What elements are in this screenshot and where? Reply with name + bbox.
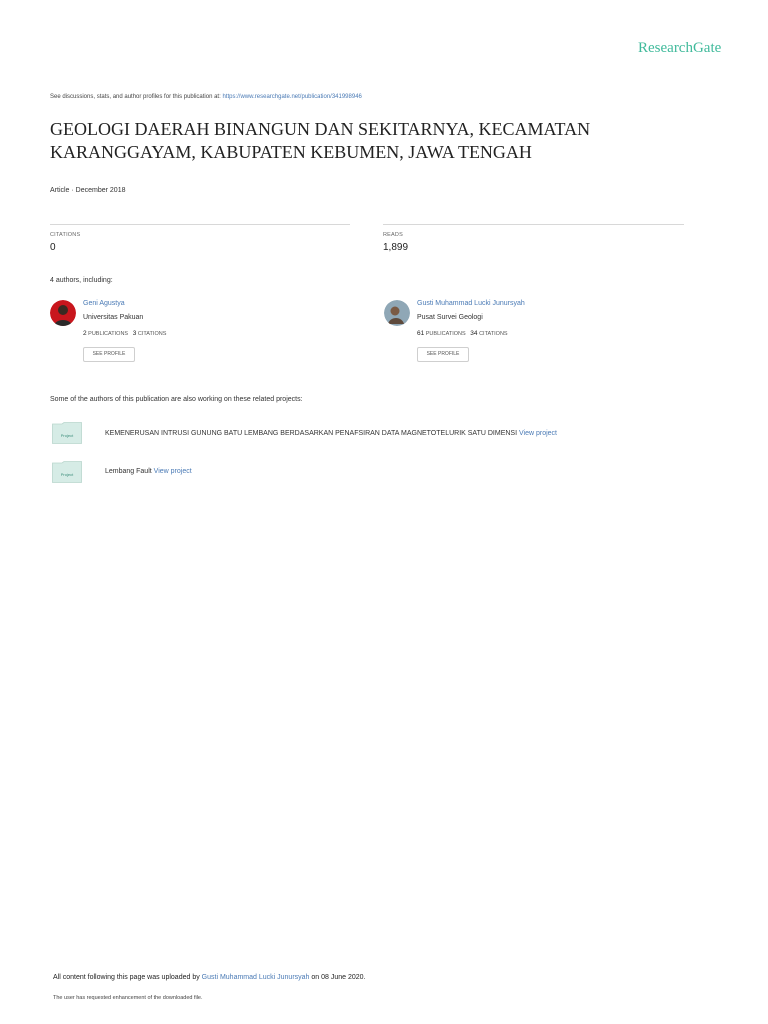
upload-note	[53, 974, 366, 981]
folder-icon	[52, 461, 82, 483]
publications-count: 2	[83, 330, 87, 337]
folder-label: Project	[60, 472, 74, 477]
author-avatar[interactable]	[50, 300, 76, 326]
reads-divider	[383, 224, 684, 225]
publication-title: GEOLOGI DAERAH BINANGUN DAN SEKITARNYA, KECAMATAN KARANGGAYAM, KABUPATEN KEBUMEN, JAWA TENGAH	[50, 119, 591, 162]
citations-label: CITATIONS	[137, 331, 167, 337]
project-item	[105, 430, 557, 437]
author-photo-icon	[50, 300, 76, 326]
publications-label: PUBLICATIONS	[425, 331, 466, 337]
uploader-link[interactable]: Gusti Muhammad Lucki Junursyah	[201, 974, 310, 981]
citations-count: 3	[132, 330, 137, 337]
project-folder-icon[interactable]	[52, 422, 82, 444]
authors-heading: 4 authors, including:	[50, 277, 113, 284]
author-photo-icon	[384, 300, 410, 326]
citations-divider	[50, 224, 350, 225]
folder-label: Project	[60, 433, 74, 438]
author-stats	[417, 330, 508, 337]
author-stats	[83, 330, 166, 337]
article-meta: Article · December 2018	[50, 187, 126, 194]
citations-value: 0	[50, 242, 56, 253]
publications-label: PUBLICATIONS	[88, 331, 129, 337]
author-name-link[interactable]: Gusti Muhammad Lucki Junursyah	[417, 300, 525, 307]
view-project-link[interactable]: View project	[153, 468, 192, 475]
citations-label: CITATIONS	[50, 232, 81, 238]
citations-count: 34	[470, 330, 478, 337]
project-item	[105, 468, 192, 475]
view-project-link[interactable]: View project	[518, 430, 557, 437]
folder-icon	[52, 422, 82, 444]
publication-url-link[interactable]: https://www.researchgate.net/publication/341998946	[222, 94, 362, 100]
reads-value: 1,899	[383, 242, 409, 253]
upload-prefix: All content following this page was uploaded by	[53, 974, 200, 981]
citations-label: CITATIONS	[479, 331, 508, 337]
author-affiliation: Universitas Pakuan	[83, 314, 144, 321]
see-profile-button[interactable]: SEE PROFILE	[417, 347, 469, 362]
author-affiliation: Pusat Survei Geologi	[417, 314, 483, 321]
project-folder-icon[interactable]	[52, 461, 82, 483]
project-title: KEMENERUSAN INTRUSI GUNUNG BATU LEMBANG BERDASARKAN PENAFSIRAN DATA MAGNETOTELURIK SATU DIMENSI	[105, 430, 518, 437]
author-avatar[interactable]	[384, 300, 410, 326]
researchgate-logo[interactable]: ResearchGate	[638, 40, 722, 56]
see-profile-button[interactable]: SEE PROFILE	[83, 347, 135, 362]
discussion-line	[50, 94, 362, 100]
author-name-link[interactable]: Geni Agustya	[83, 300, 125, 307]
upload-suffix: on 08 June 2020.	[311, 974, 366, 981]
project-title: Lembang Fault	[105, 468, 152, 475]
enhancement-note: The user has requested enhancement of the downloaded file.	[53, 995, 203, 1001]
related-projects-heading: Some of the authors of this publication are also working on these related projects:	[50, 396, 303, 403]
reads-label: READS	[383, 232, 403, 238]
publications-count: 61	[417, 330, 425, 337]
discussion-text: See discussions, stats, and author profiles for this publication at:	[50, 94, 221, 100]
